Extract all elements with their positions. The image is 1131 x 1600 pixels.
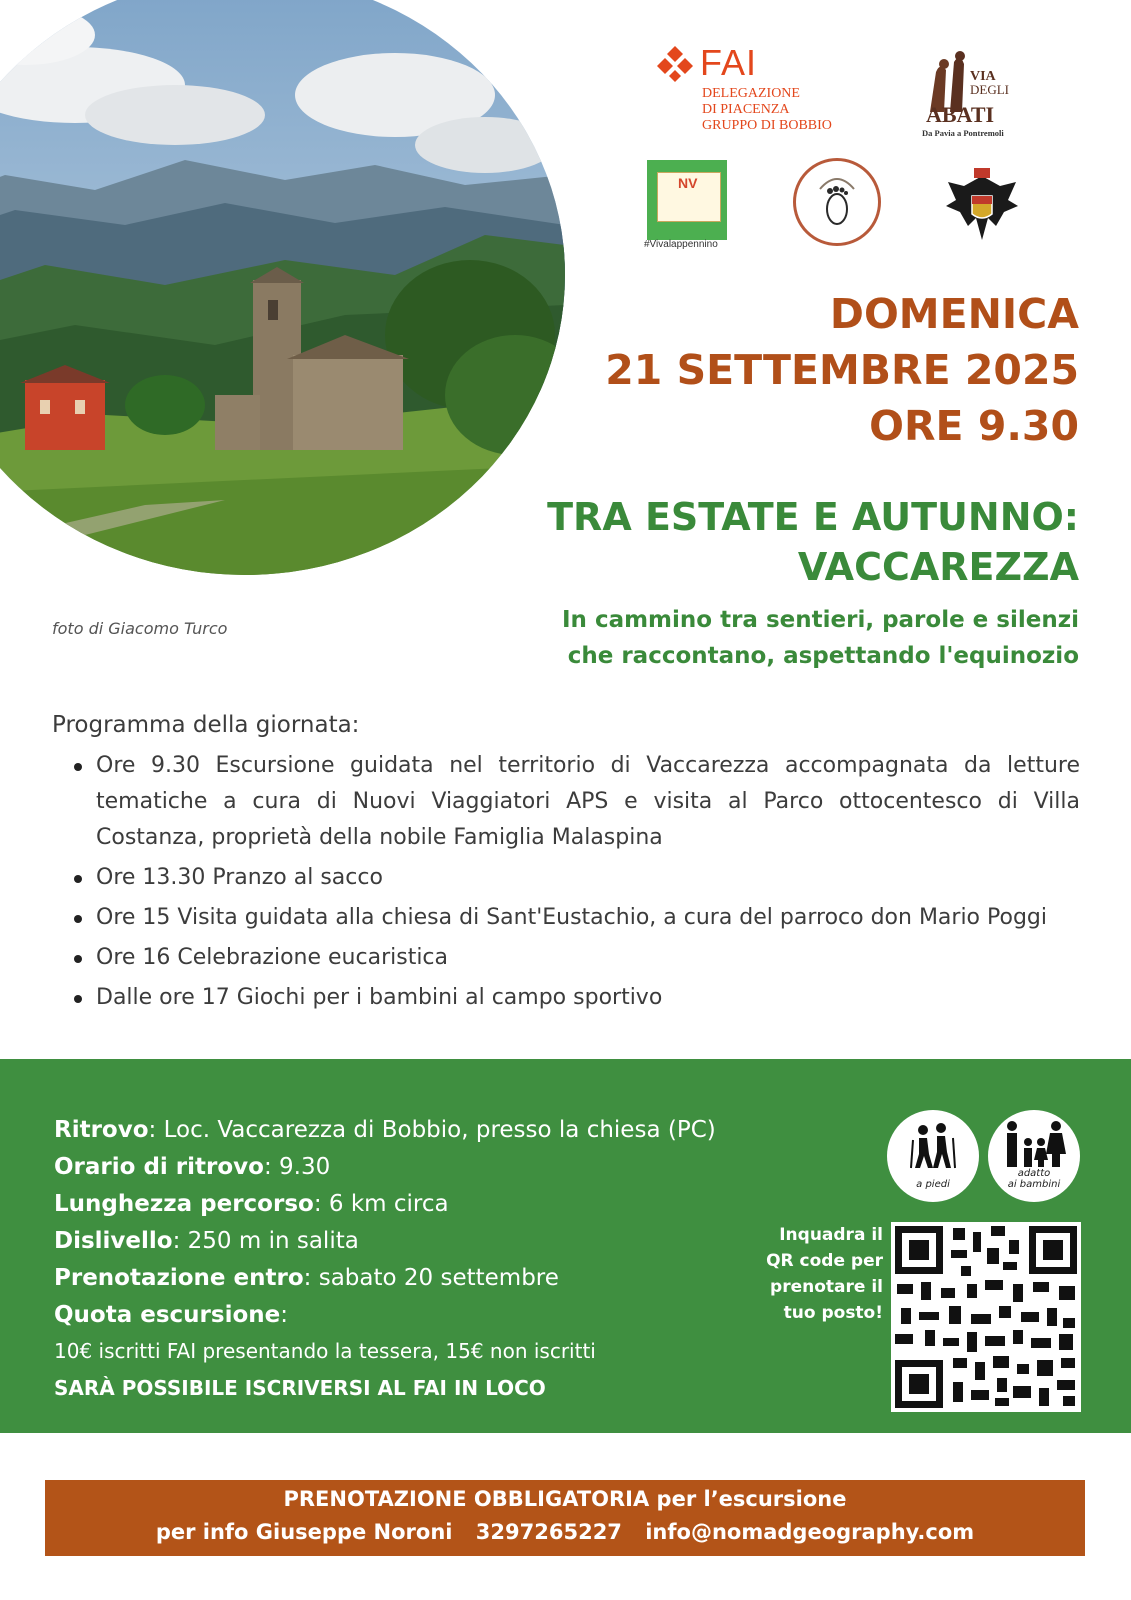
fai-wordmark: FAI (700, 42, 758, 83)
program-item: Ore 16 Celebrazione eucaristica (52, 940, 1080, 976)
contact-email[interactable]: info@nomadgeography.com (645, 1520, 975, 1544)
info-row (54, 1223, 716, 1260)
hikers-icon (887, 1110, 979, 1174)
fai-line: DI PIACENZA (702, 102, 790, 117)
badge-label (988, 1168, 1080, 1190)
info-key: Ritrovo (54, 1117, 149, 1143)
program-item: Ore 15 Visita guidata alla chiesa di Sant'Eustachio, a cura del parroco don Mario Poggi (52, 900, 1080, 936)
program-item: Dalle ore 17 Giochi per i bambini al campo sportivo (52, 980, 1080, 1016)
family-icon (988, 1110, 1080, 1172)
qr-prompt-line: prenotare il (770, 1277, 883, 1297)
date-line: 21 SETTEMBRE 2025 (605, 346, 1079, 394)
info-value: : (280, 1302, 288, 1328)
info-value: : 9.30 (263, 1154, 331, 1180)
calcaterra-logo (793, 158, 881, 246)
booking-banner (45, 1480, 1085, 1556)
info-row (54, 1260, 716, 1297)
landscape-photo (0, 0, 565, 575)
nv-letters: NV (678, 175, 698, 191)
qr-code[interactable] (891, 1222, 1081, 1412)
info-value: : 250 m in salita (172, 1228, 359, 1254)
program-list (52, 748, 1080, 1020)
contact-name: per info Giuseppe Noroni (155, 1520, 453, 1544)
fai-logo-icon (655, 44, 695, 84)
fai-membership-note: SARÀ POSSIBILE ISCRIVERSI AL FAI IN LOCO (54, 1376, 546, 1400)
badge-label: a piedi (916, 1179, 950, 1190)
pilgrims-icon (918, 42, 1018, 142)
qr-prompt-line: QR code per (766, 1251, 883, 1271)
qr-prompt-line: tuo posto! (783, 1303, 883, 1323)
fai-delegation (702, 86, 832, 134)
info-value: : Loc. Vaccarezza di Bobbio, presso la chiesa (PC) (148, 1117, 716, 1143)
info-key: Dislivello (54, 1228, 173, 1254)
info-value: : 6 km circa (313, 1191, 449, 1217)
nuovi-viaggiatori-logo (647, 160, 727, 240)
info-key: Prenotazione entro (54, 1265, 304, 1291)
kids-badge (988, 1110, 1080, 1202)
info-row (54, 1186, 716, 1223)
fee-text: 10€ iscritti FAI presentando la tessera, 15€ non iscritti (54, 1339, 596, 1363)
title-line: TRA ESTATE E AUTUNNO: (547, 495, 1079, 539)
footprint-icon (796, 161, 878, 243)
subtitle-line: che raccontano, aspettando l'equinozio (567, 643, 1079, 669)
info-key: Orario di ritrovo (54, 1154, 264, 1180)
qr-prompt (743, 1222, 883, 1326)
photo-credit: foto di Giacomo Turco (52, 619, 228, 638)
contact-phone[interactable]: 3297265227 (475, 1520, 622, 1544)
title-line: VACCAREZZA (797, 545, 1079, 589)
nv-hashtag: #Vivalappennino (644, 239, 718, 250)
info-row (54, 1149, 716, 1186)
event-title (547, 492, 1079, 592)
svg-text:ABATI: ABATI (926, 102, 995, 127)
info-value: : sabato 20 settembre (303, 1265, 559, 1291)
subtitle-line: In cammino tra sentieri, parole e silenzi (562, 607, 1079, 633)
svg-text:VIA: VIA (970, 69, 996, 84)
program-item: Ore 9.30 Escursione guidata nel territorio di Vaccarezza accompagnata da letture tematiche a cura di Nuovi Viaggiatori APS e visita al Parco ottocentesco di Villa Costanza, proprietà della nobile Famiglia Malaspina (52, 748, 1080, 856)
badge-label-line: ai bambini (1007, 1179, 1061, 1190)
date-line: ORE 9.30 (869, 402, 1079, 450)
walking-badge (887, 1110, 979, 1202)
svg-text:Da Pavia a Pontremoli: Da Pavia a Pontremoli (922, 128, 1004, 138)
info-key: Quota escursione (54, 1302, 281, 1328)
program-item: Ore 13.30 Pranzo al sacco (52, 860, 1080, 896)
event-date (605, 286, 1079, 454)
info-row (54, 1297, 716, 1334)
date-line: DOMENICA (829, 290, 1079, 338)
event-subtitle (562, 602, 1079, 674)
info-key: Lunghezza percorso (54, 1191, 314, 1217)
contact-line (45, 1520, 1085, 1544)
booking-notice: PRENOTAZIONE OBBLIGATORIA per l’escursione (283, 1487, 847, 1511)
program-heading: Programma della giornata: (52, 712, 360, 738)
svg-text:DEGLI: DEGLI (970, 82, 1009, 97)
info-row (54, 1112, 716, 1149)
eagle-crest-icon (944, 166, 1020, 248)
fai-line: DELEGAZIONE (702, 86, 800, 101)
badge-label-line: adatto (1017, 1168, 1051, 1179)
fai-line: GRUPPO DI BOBBIO (702, 118, 832, 133)
info-details (54, 1112, 716, 1408)
qr-prompt-line: Inquadra il (779, 1225, 883, 1245)
